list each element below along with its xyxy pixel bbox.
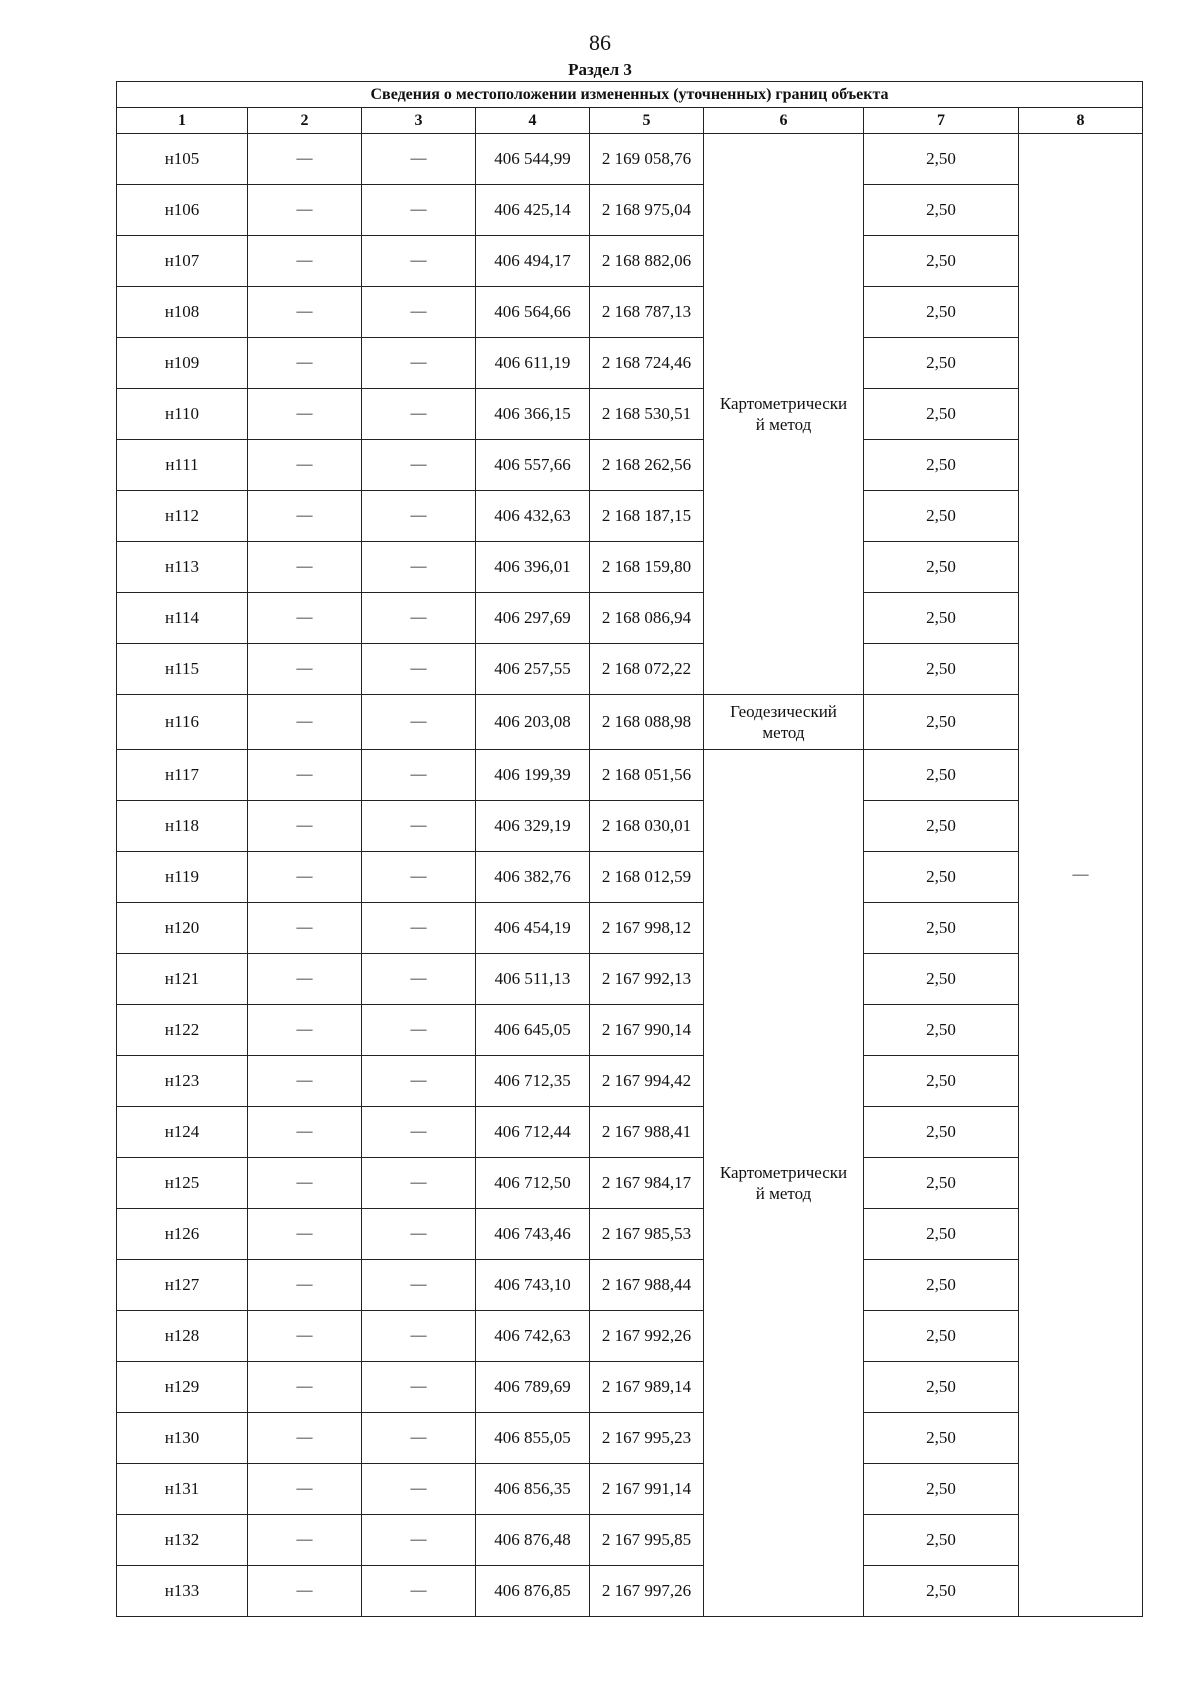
y-coordinate-cell: 2 168 724,46: [590, 338, 704, 389]
x-coordinate-cell: 406 564,66: [476, 287, 590, 338]
column-3-cell: —: [362, 491, 476, 542]
table-row: [117, 491, 1143, 542]
accuracy-cell: 2,50: [864, 1362, 1019, 1413]
point-number-cell: н132: [117, 1515, 248, 1566]
column-2-cell: —: [248, 185, 362, 236]
x-coordinate-cell: 406 876,48: [476, 1515, 590, 1566]
point-number-cell: н109: [117, 338, 248, 389]
point-number-cell: н118: [117, 801, 248, 852]
column-2-cell: —: [248, 1209, 362, 1260]
column-header-6: 6: [704, 108, 864, 134]
x-coordinate-cell: 406 611,19: [476, 338, 590, 389]
y-coordinate-cell: 2 167 985,53: [590, 1209, 704, 1260]
point-number-cell: н120: [117, 903, 248, 954]
x-coordinate-cell: 406 789,69: [476, 1362, 590, 1413]
x-coordinate-cell: 406 544,99: [476, 134, 590, 185]
x-coordinate-cell: 406 712,44: [476, 1107, 590, 1158]
point-number-cell: н125: [117, 1158, 248, 1209]
column-2-cell: —: [248, 1107, 362, 1158]
point-number-cell: н126: [117, 1209, 248, 1260]
y-coordinate-cell: 2 168 262,56: [590, 440, 704, 491]
column-2-cell: —: [248, 1566, 362, 1617]
x-coordinate-cell: 406 511,13: [476, 954, 590, 1005]
column-3-cell: —: [362, 1311, 476, 1362]
column-3-cell: —: [362, 801, 476, 852]
y-coordinate-cell: 2 168 530,51: [590, 389, 704, 440]
x-coordinate-cell: 406 494,17: [476, 236, 590, 287]
column-3-cell: —: [362, 1260, 476, 1311]
point-number-cell: н124: [117, 1107, 248, 1158]
accuracy-cell: 2,50: [864, 1311, 1019, 1362]
column-2-cell: —: [248, 644, 362, 695]
column-2-cell: —: [248, 903, 362, 954]
column-2-cell: —: [248, 954, 362, 1005]
column-2-cell: —: [248, 1464, 362, 1515]
point-number-cell: н112: [117, 491, 248, 542]
x-coordinate-cell: 406 297,69: [476, 593, 590, 644]
y-coordinate-cell: 2 167 995,23: [590, 1413, 704, 1464]
column-3-cell: —: [362, 695, 476, 750]
column-3-cell: —: [362, 1515, 476, 1566]
column-2-cell: —: [248, 389, 362, 440]
x-coordinate-cell: 406 203,08: [476, 695, 590, 750]
accuracy-cell: 2,50: [864, 1158, 1019, 1209]
x-coordinate-cell: 406 712,50: [476, 1158, 590, 1209]
column-2-cell: —: [248, 1515, 362, 1566]
point-number-cell: н117: [117, 750, 248, 801]
column-3-cell: —: [362, 750, 476, 801]
y-coordinate-cell: 2 168 787,13: [590, 287, 704, 338]
column-2-cell: —: [248, 440, 362, 491]
table-row: [117, 1515, 1143, 1566]
column-3-cell: —: [362, 1464, 476, 1515]
column-8-cell: —: [1019, 134, 1143, 1617]
accuracy-cell: 2,50: [864, 1260, 1019, 1311]
column-3-cell: —: [362, 287, 476, 338]
y-coordinate-cell: 2 168 072,22: [590, 644, 704, 695]
column-2-cell: —: [248, 1158, 362, 1209]
method-text-line-1: Картометрически: [719, 1163, 848, 1182]
table-row: [117, 1311, 1143, 1362]
y-coordinate-cell: 2 167 988,41: [590, 1107, 704, 1158]
point-number-cell: н127: [117, 1260, 248, 1311]
point-number-cell: н111: [117, 440, 248, 491]
column-3-cell: —: [362, 440, 476, 491]
point-number-cell: н114: [117, 593, 248, 644]
accuracy-cell: 2,50: [864, 954, 1019, 1005]
table-row: [117, 1464, 1143, 1515]
table-row: [117, 801, 1143, 852]
accuracy-cell: 2,50: [864, 1056, 1019, 1107]
x-coordinate-cell: 406 329,19: [476, 801, 590, 852]
point-number-cell: н106: [117, 185, 248, 236]
point-number-cell: н129: [117, 1362, 248, 1413]
table-row: [117, 644, 1143, 695]
method-cell: [704, 134, 864, 695]
column-header-3: 3: [362, 108, 476, 134]
table-row: [117, 440, 1143, 491]
point-number-cell: н105: [117, 134, 248, 185]
page-number: 86: [589, 30, 611, 55]
y-coordinate-cell: 2 168 086,94: [590, 593, 704, 644]
point-number-cell: н110: [117, 389, 248, 440]
method-cell: [704, 750, 864, 1617]
accuracy-cell: 2,50: [864, 287, 1019, 338]
column-header-row: [117, 108, 1143, 134]
accuracy-cell: 2,50: [864, 1566, 1019, 1617]
column-3-cell: —: [362, 1158, 476, 1209]
column-2-cell: —: [248, 695, 362, 750]
accuracy-cell: 2,50: [864, 542, 1019, 593]
column-header-4: 4: [476, 108, 590, 134]
column-3-cell: —: [362, 185, 476, 236]
point-number-cell: н116: [117, 695, 248, 750]
point-number-cell: н119: [117, 852, 248, 903]
method-text-line-2: й метод: [755, 415, 812, 434]
x-coordinate-cell: 406 382,76: [476, 852, 590, 903]
x-coordinate-cell: 406 396,01: [476, 542, 590, 593]
table-row: [117, 1566, 1143, 1617]
column-2-cell: —: [248, 801, 362, 852]
table-row: [117, 287, 1143, 338]
accuracy-cell: 2,50: [864, 1107, 1019, 1158]
x-coordinate-cell: 406 432,63: [476, 491, 590, 542]
table-row: [117, 1158, 1143, 1209]
column-header-2: 2: [248, 108, 362, 134]
y-coordinate-cell: 2 168 187,15: [590, 491, 704, 542]
column-3-cell: —: [362, 644, 476, 695]
column-3-cell: —: [362, 338, 476, 389]
accuracy-cell: 2,50: [864, 1464, 1019, 1515]
column-3-cell: —: [362, 389, 476, 440]
point-number-cell: н131: [117, 1464, 248, 1515]
accuracy-cell: 2,50: [864, 695, 1019, 750]
x-coordinate-cell: 406 425,14: [476, 185, 590, 236]
point-number-cell: н122: [117, 1005, 248, 1056]
column-2-cell: —: [248, 1056, 362, 1107]
table-row: [117, 954, 1143, 1005]
column-2-cell: —: [248, 236, 362, 287]
section-title: Раздел 3: [568, 60, 632, 79]
x-coordinate-cell: 406 199,39: [476, 750, 590, 801]
column-2-cell: —: [248, 852, 362, 903]
column-header-1: 1: [117, 108, 248, 134]
table-row: [117, 695, 1143, 750]
x-coordinate-cell: 406 876,85: [476, 1566, 590, 1617]
accuracy-cell: 2,50: [864, 1209, 1019, 1260]
column-3-cell: —: [362, 542, 476, 593]
table-row: [117, 185, 1143, 236]
column-header-8: 8: [1019, 108, 1143, 134]
accuracy-cell: 2,50: [864, 185, 1019, 236]
column-2-cell: —: [248, 1311, 362, 1362]
accuracy-cell: 2,50: [864, 1005, 1019, 1056]
column-3-cell: —: [362, 1005, 476, 1056]
point-number-cell: н113: [117, 542, 248, 593]
y-coordinate-cell: 2 167 984,17: [590, 1158, 704, 1209]
column-3-cell: —: [362, 1413, 476, 1464]
column-3-cell: —: [362, 236, 476, 287]
accuracy-cell: 2,50: [864, 1413, 1019, 1464]
y-coordinate-cell: 2 168 051,56: [590, 750, 704, 801]
table-row: [117, 1107, 1143, 1158]
point-number-cell: н115: [117, 644, 248, 695]
point-number-cell: н108: [117, 287, 248, 338]
accuracy-cell: 2,50: [864, 852, 1019, 903]
method-text-line-1: Геодезический: [730, 702, 837, 721]
column-3-cell: —: [362, 903, 476, 954]
accuracy-cell: 2,50: [864, 750, 1019, 801]
x-coordinate-cell: 406 712,35: [476, 1056, 590, 1107]
column-2-cell: —: [248, 1260, 362, 1311]
table-row: [117, 1362, 1143, 1413]
accuracy-cell: 2,50: [864, 644, 1019, 695]
point-number-cell: н128: [117, 1311, 248, 1362]
y-coordinate-cell: 2 168 159,80: [590, 542, 704, 593]
column-2-cell: —: [248, 593, 362, 644]
table-row: [117, 1005, 1143, 1056]
y-coordinate-cell: 2 167 997,26: [590, 1566, 704, 1617]
point-number-cell: н121: [117, 954, 248, 1005]
y-coordinate-cell: 2 167 988,44: [590, 1260, 704, 1311]
method-text-line-2: метод: [762, 723, 805, 742]
column-2-cell: —: [248, 287, 362, 338]
y-coordinate-cell: 2 167 992,26: [590, 1311, 704, 1362]
column-3-cell: —: [362, 1566, 476, 1617]
y-coordinate-cell: 2 167 998,12: [590, 903, 704, 954]
table-row: [117, 1056, 1143, 1107]
x-coordinate-cell: 406 257,55: [476, 644, 590, 695]
boundary-coordinates-table: [116, 81, 1143, 1617]
accuracy-cell: 2,50: [864, 389, 1019, 440]
x-coordinate-cell: 406 557,66: [476, 440, 590, 491]
table-row: [117, 389, 1143, 440]
y-coordinate-cell: 2 167 990,14: [590, 1005, 704, 1056]
column-3-cell: —: [362, 852, 476, 903]
accuracy-cell: 2,50: [864, 236, 1019, 287]
y-coordinate-cell: 2 169 058,76: [590, 134, 704, 185]
point-number-cell: н123: [117, 1056, 248, 1107]
point-number-cell: н130: [117, 1413, 248, 1464]
column-2-cell: —: [248, 491, 362, 542]
accuracy-cell: 2,50: [864, 338, 1019, 389]
method-text-line-1: Картометрически: [719, 394, 848, 413]
column-header-5: 5: [590, 108, 704, 134]
accuracy-cell: 2,50: [864, 134, 1019, 185]
table-row: [117, 1260, 1143, 1311]
y-coordinate-cell: 2 167 989,14: [590, 1362, 704, 1413]
column-3-cell: —: [362, 1362, 476, 1413]
accuracy-cell: 2,50: [864, 1515, 1019, 1566]
table-row: [117, 1413, 1143, 1464]
accuracy-cell: 2,50: [864, 593, 1019, 644]
table-row: [117, 134, 1143, 185]
accuracy-cell: 2,50: [864, 491, 1019, 542]
y-coordinate-cell: 2 168 030,01: [590, 801, 704, 852]
column-2-cell: —: [248, 134, 362, 185]
table-row: [117, 852, 1143, 903]
column-3-cell: —: [362, 1056, 476, 1107]
x-coordinate-cell: 406 743,46: [476, 1209, 590, 1260]
table-row: [117, 338, 1143, 389]
y-coordinate-cell: 2 168 088,98: [590, 695, 704, 750]
column-3-cell: —: [362, 134, 476, 185]
x-coordinate-cell: 406 856,35: [476, 1464, 590, 1515]
x-coordinate-cell: 406 742,63: [476, 1311, 590, 1362]
table-row: [117, 593, 1143, 644]
x-coordinate-cell: 406 366,15: [476, 389, 590, 440]
column-2-cell: —: [248, 1413, 362, 1464]
method-cell: [704, 695, 864, 750]
accuracy-cell: 2,50: [864, 903, 1019, 954]
column-2-cell: —: [248, 1005, 362, 1056]
y-coordinate-cell: 2 167 991,14: [590, 1464, 704, 1515]
column-2-cell: —: [248, 542, 362, 593]
column-3-cell: —: [362, 954, 476, 1005]
column-2-cell: —: [248, 750, 362, 801]
column-2-cell: —: [248, 1362, 362, 1413]
y-coordinate-cell: 2 167 995,85: [590, 1515, 704, 1566]
x-coordinate-cell: 406 743,10: [476, 1260, 590, 1311]
table-row: [117, 750, 1143, 801]
x-coordinate-cell: 406 454,19: [476, 903, 590, 954]
column-2-cell: —: [248, 338, 362, 389]
method-text-line-2: й метод: [755, 1184, 812, 1203]
column-3-cell: —: [362, 1209, 476, 1260]
table-row: [117, 236, 1143, 287]
column-3-cell: —: [362, 593, 476, 644]
y-coordinate-cell: 2 168 012,59: [590, 852, 704, 903]
table-caption: Сведения о местоположении измененных (уточненных) границ объекта: [117, 82, 1143, 108]
column-3-cell: —: [362, 1107, 476, 1158]
y-coordinate-cell: 2 168 975,04: [590, 185, 704, 236]
y-coordinate-cell: 2 167 992,13: [590, 954, 704, 1005]
y-coordinate-cell: 2 167 994,42: [590, 1056, 704, 1107]
accuracy-cell: 2,50: [864, 440, 1019, 491]
table-row: [117, 542, 1143, 593]
point-number-cell: н133: [117, 1566, 248, 1617]
point-number-cell: н107: [117, 236, 248, 287]
accuracy-cell: 2,50: [864, 801, 1019, 852]
y-coordinate-cell: 2 168 882,06: [590, 236, 704, 287]
column-header-7: 7: [864, 108, 1019, 134]
x-coordinate-cell: 406 855,05: [476, 1413, 590, 1464]
x-coordinate-cell: 406 645,05: [476, 1005, 590, 1056]
table-row: [117, 1209, 1143, 1260]
table-row: [117, 903, 1143, 954]
